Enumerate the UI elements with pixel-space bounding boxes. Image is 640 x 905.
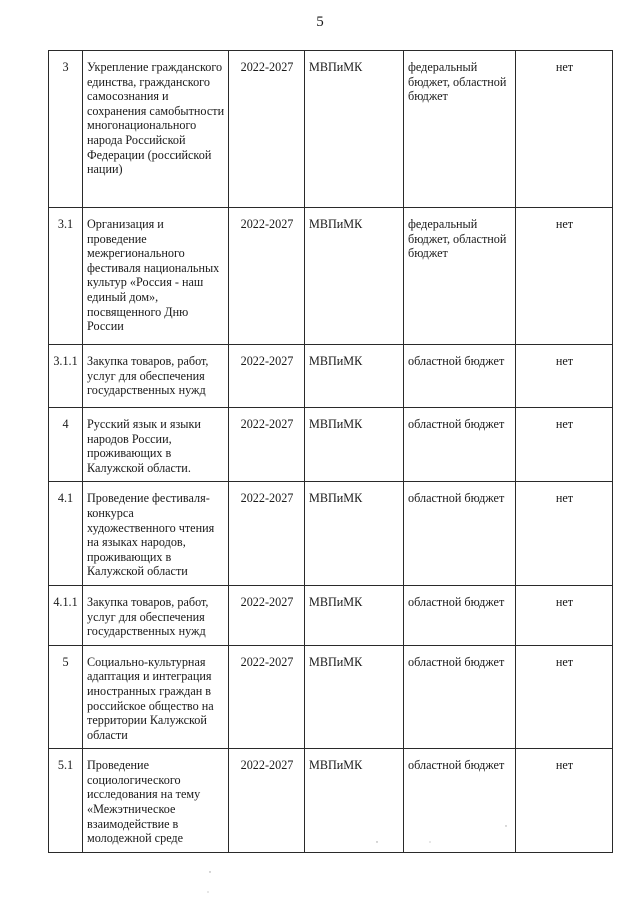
table-row: [49, 345, 613, 408]
row-number-cell: 5.1: [49, 749, 83, 853]
row-source-cell: областной бюджет: [404, 749, 516, 853]
row-source-cell: федеральный бюджет, областной бюджет: [404, 51, 516, 208]
row-funding-cell: нет: [516, 645, 613, 749]
row-funding-cell: нет: [516, 408, 613, 482]
table-row: [49, 482, 613, 586]
row-years-cell: 2022-2027: [229, 408, 305, 482]
row-name-cell: Русский язык и языки народов России, проживающих в Калужской области.: [83, 408, 229, 482]
row-source-cell: областной бюджет: [404, 645, 516, 749]
row-executor-cell: МВПиМК: [305, 645, 404, 749]
row-executor-cell: МВПиМК: [305, 749, 404, 853]
row-funding-cell: нет: [516, 749, 613, 853]
row-executor-cell: МВПиМК: [305, 345, 404, 408]
row-years-cell: 2022-2027: [229, 585, 305, 645]
row-name-cell: Проведение социологического исследования на тему «Межэтническое взаимодействие в молодежной среде: [83, 749, 229, 853]
row-years-cell: 2022-2027: [229, 208, 305, 345]
row-name-cell: Закупка товаров, работ, услуг для обеспечения государственных нужд: [83, 345, 229, 408]
row-years-cell: 2022-2027: [229, 645, 305, 749]
row-years-cell: 2022-2027: [229, 51, 305, 208]
row-funding-cell: нет: [516, 208, 613, 345]
row-number-cell: 3: [49, 51, 83, 208]
row-name-cell: Проведение фестиваля-конкурса художественного чтения на языках народов, проживающих в Калужской области: [83, 482, 229, 586]
row-number-cell: 4: [49, 408, 83, 482]
row-funding-cell: нет: [516, 345, 613, 408]
page-number: 5: [316, 14, 324, 30]
row-funding-cell: нет: [516, 585, 613, 645]
table-row: [49, 585, 613, 645]
row-name-cell: Социально-культурная адаптация и интеграция иностранных граждан в российское общество на территории Калужской области: [83, 645, 229, 749]
program-table: [48, 50, 613, 853]
table-row: [49, 408, 613, 482]
row-years-cell: 2022-2027: [229, 482, 305, 586]
row-years-cell: 2022-2027: [229, 749, 305, 853]
row-name-cell: Организация и проведение межрегионального фестиваля национальных культур «Россия - наш единый дом», посвященного Дню России: [83, 208, 229, 345]
table-row: [49, 208, 613, 345]
row-source-cell: областной бюджет: [404, 482, 516, 586]
row-executor-cell: МВПиМК: [305, 51, 404, 208]
row-source-cell: областной бюджет: [404, 585, 516, 645]
row-funding-cell: нет: [516, 51, 613, 208]
row-number-cell: 4.1: [49, 482, 83, 586]
row-source-cell: федеральный бюджет, областной бюджет: [404, 208, 516, 345]
row-years-cell: 2022-2027: [229, 345, 305, 408]
row-number-cell: 4.1.1: [49, 585, 83, 645]
table-row: [49, 645, 613, 749]
row-name-cell: Закупка товаров, работ, услуг для обеспечения государственных нужд: [83, 585, 229, 645]
row-name-cell: Укрепление гражданского единства, гражданского самосознания и сохранения самобытности многонационального народа Российской Федерации (российской нации): [83, 51, 229, 208]
row-executor-cell: МВПиМК: [305, 408, 404, 482]
row-executor-cell: МВПиМК: [305, 482, 404, 586]
row-number-cell: 3.1: [49, 208, 83, 345]
row-executor-cell: МВПиМК: [305, 208, 404, 345]
row-funding-cell: нет: [516, 482, 613, 586]
row-number-cell: 3.1.1: [49, 345, 83, 408]
table-row: [49, 749, 613, 853]
row-source-cell: областной бюджет: [404, 345, 516, 408]
row-executor-cell: МВПиМК: [305, 585, 404, 645]
row-source-cell: областной бюджет: [404, 408, 516, 482]
table-row: [49, 51, 613, 208]
row-number-cell: 5: [49, 645, 83, 749]
